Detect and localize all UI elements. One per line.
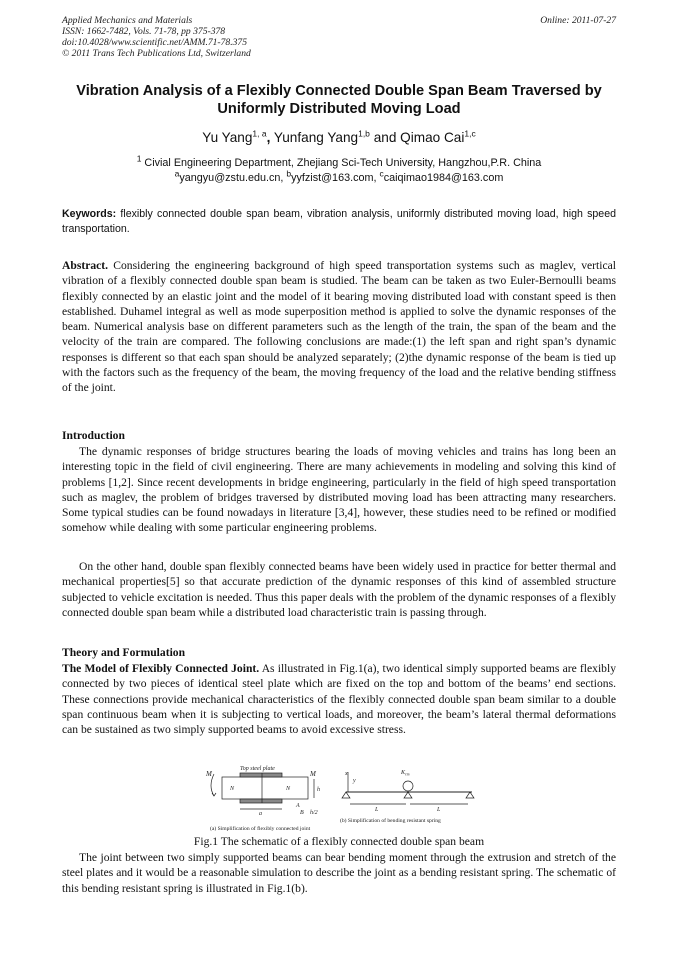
label-span-right: L: [437, 807, 441, 813]
subcaption-a: (a) Simplification of flexibly connected joint: [210, 826, 311, 832]
keywords-label: Keywords:: [62, 208, 117, 220]
support-middle: [404, 792, 412, 798]
label-spring-stiffness: [400, 770, 410, 777]
beam-ends-rect: [222, 777, 308, 799]
label-moment-left: M: [206, 770, 212, 778]
bottom-steel-plate: [240, 799, 282, 803]
label-A: A: [296, 803, 300, 809]
theory-paragraph-1: [62, 661, 616, 737]
label-h-half: h/2: [310, 810, 318, 816]
abstract: [62, 258, 616, 396]
author-affil-mark: 1,b: [358, 128, 370, 139]
email-address[interactable]: yangyu@zstu.edu.cn,: [179, 172, 287, 184]
copyright-line: © 2011 Trans Tech Publications Ltd, Switzerland: [62, 48, 251, 59]
support-right: [466, 792, 474, 798]
intro-paragraph-2: On the other hand, double span flexibly connected beams have been widely used in practice for better thermal and mechanical properties[5] so that accurate prediction of the dynamic responses of this kind of assembled structure subjected to vehicle excitation is needed. Thus this paper deals with the problem of the dynamic responses of a flexibly connected double span beam while a distributed load characteristic train is passing through.: [62, 560, 616, 619]
figure-1a: [205, 766, 320, 832]
section-heading-theory: Theory and Formulation: [62, 646, 186, 659]
author-name: Qimao Cai: [400, 130, 465, 145]
affiliation-block: [62, 153, 616, 186]
author-affil-mark: 1, a: [252, 128, 267, 139]
spring-k-sub: rm: [405, 771, 410, 777]
affil-mark: 1: [136, 153, 142, 164]
label-top-steel-plate: Top steel plate: [240, 766, 275, 772]
email-mark: b: [286, 168, 292, 179]
author-affil-mark: 1,c: [464, 128, 476, 139]
subcaption-b: (b) Simplification of bending resistant spring: [340, 818, 441, 824]
abstract-text: Considering the engineering background of high speed transportation systems such as maglev, vertical vibration of a flexibly connected double span beam is studied. The beam can be taken as two Euler-Bernoulli beams flexibly connected by an elastic joint and the model of it bearing moving distributed load with constant speed is then established. Duhamel integral as well as mode superposition method is applied to solve the dynamic responses of the beam. Numerical analysis base on different parameters such as the length of the train, the span of the beam and the velocity of the train are compared. The following conclusions are made:(1) the left span and right span’s dynamic responses is different so that each span should be analyzed separately; (2)the dynamic response of the beam is tied up with the factors such as the frequency of the beam, the moving frequency of the load and the relative bending stiffness of the joint.: [62, 259, 616, 395]
support-left: [342, 792, 350, 798]
arrow-head: [212, 793, 216, 796]
issn-line: ISSN: 1662-7482, Vols. 71-78, pp 375-378: [62, 26, 226, 37]
body-paragraph-after-figure: The joint between two simply supported beams can bear bending moment through the extrusion and stretch of the steel plates and it would be a reasonable simulation to describe the joint as a bending resistant spring. The schematic of this bending resistant spring is illustrated in Fig.1(b).: [62, 851, 616, 895]
label-axial-force-right: N: [286, 786, 291, 792]
email-address[interactable]: caiqimao1984@163.com: [383, 172, 504, 184]
email-address[interactable]: yyfzist@163.com,: [291, 172, 380, 184]
keywords-text: flexibly connected double span beam, vibration analysis, uniformly distributed moving load, high speed transportation.: [62, 208, 616, 235]
section-heading-introduction: Introduction: [62, 429, 125, 442]
label-span-left: L: [375, 807, 379, 813]
keywords: [62, 207, 616, 236]
label-moment-right: M: [310, 770, 316, 778]
intro-paragraph-1: The dynamic responses of bridge structures bearing the loads of moving vehicles and trains has long been an interesting topic in the field of civil engineering. There are many achievements in modeling and solving this kind of problems [1,2]. Since recent developments in bridge engineering, particularly in the field of high speed transportation such as maglev, the problem of bridges traversed by distributed moving load has been attracting many researchers. Some typical studies can be found nowadays in literature [3,4], however, these studies need to be refined or modified somehow while dealing with some particular engineering problems.: [62, 445, 616, 535]
label-axial-force-left: N: [230, 786, 235, 792]
figure-1b: [340, 770, 474, 824]
running-header: [62, 15, 616, 59]
journal-name: Applied Mechanics and Materials: [62, 15, 193, 26]
doi-line: doi:10.4028/www.scientific.net/AMM.71-78.375: [62, 37, 248, 48]
online-date: Online: 2011-07-27: [540, 15, 616, 26]
paper-title: Vibration Analysis of a Flexibly Connected Double Span Beam Traversed by Uniformly Distributed Moving Load: [76, 83, 602, 117]
rotational-spring: [403, 781, 413, 791]
author-name: Yu Yang: [202, 130, 253, 145]
author-conjunction: and: [373, 130, 397, 145]
author-separator: ,: [266, 130, 271, 145]
email-mark: c: [379, 168, 384, 179]
label-a: a: [259, 811, 262, 817]
affiliation-text: Civial Engineering Department, Zhejiang Sci-Tech University, Hangzhou,P.R. China: [144, 157, 542, 169]
subsection-heading: The Model of Flexibly Connected Joint.: [62, 662, 260, 675]
email-line: [62, 168, 616, 186]
affiliation-line: [62, 153, 616, 171]
figure-caption: Fig.1 The schematic of a flexibly connected double span beam: [193, 835, 485, 848]
abstract-label: Abstract.: [62, 259, 109, 272]
author-name: Yunfang Yang: [273, 130, 359, 145]
spring-k: K: [401, 770, 406, 776]
figure-1: [200, 762, 480, 834]
label-B: B: [300, 810, 304, 816]
label-y-axis: y: [353, 778, 356, 784]
email-mark: a: [174, 168, 180, 179]
author-list: [62, 129, 616, 147]
label-h: h: [317, 787, 320, 793]
label-x-axis: x: [345, 771, 348, 777]
theory-text: As illustrated in Fig.1(a), two identical simply supported beams are flexibly connected by two pieces of identical steel plate which are fixed on the top and bottom of the beams’ end sections. These connections provide mechanical characteristics of the flexibly connected double span beam similar to a double span continuous beam when it is subjecting to vertical loads, and moreover, the beam’s lateral thermal deformations can be sustained as two simply supported beams to avoid excessive stress.: [62, 662, 616, 737]
top-steel-plate: [240, 773, 282, 777]
